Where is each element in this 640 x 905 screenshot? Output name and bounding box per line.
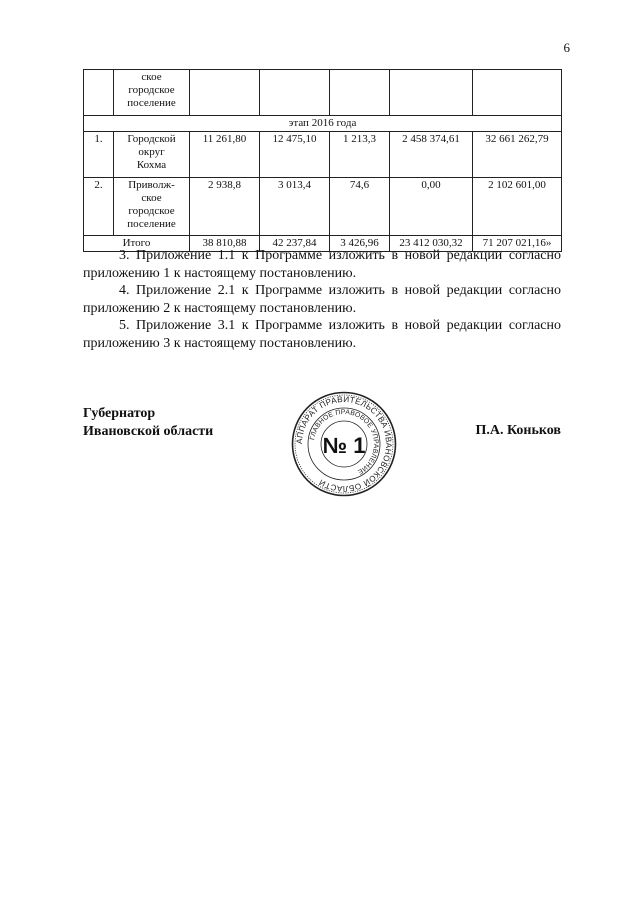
municipality-name: ское городское поселение: [127, 71, 176, 109]
table-row: [84, 132, 562, 178]
table-cell: [114, 70, 190, 116]
value-cell: 42 237,84: [260, 236, 330, 252]
value-cell: 71 207 021,16»: [473, 236, 562, 252]
table-cell: [330, 70, 390, 116]
body-text: [83, 247, 561, 352]
value-cell: 2 458 374,61: [390, 132, 473, 178]
seal-number: № 1: [322, 433, 366, 458]
paragraph: 4. Приложение 2.1 к Программе изложить в новой редакции согласно приложению 2 к настоящему постановлению.: [83, 283, 561, 316]
value-cell: 3 426,96: [330, 236, 390, 252]
table-row: [84, 70, 562, 116]
official-seal: [291, 391, 397, 497]
value-cell: 2 938,8: [190, 178, 260, 236]
table-cell: [390, 70, 473, 116]
seal-inner-text: ГЛАВНОЕ ПРАВОВОЕ УПРАВЛЕНИЕ: [309, 408, 380, 476]
signature-block: [83, 405, 213, 441]
value-cell: 0,00: [390, 178, 473, 236]
paragraph: 3. Приложение 1.1 к Программе изложить в новой редакции согласно приложению 1 к настоящему постановлению.: [83, 248, 561, 281]
value-cell: 3 013,4: [260, 178, 330, 236]
seal-outer-text: АППАРАТ ПРАВИТЕЛЬСТВА ИВАНОВСКОЙ ОБЛАСТИ: [294, 394, 394, 494]
municipality-name: Приволж- ское городское поселение: [127, 179, 176, 230]
table-cell: [114, 178, 190, 236]
value-cell: 11 261,80: [190, 132, 260, 178]
table-cell: [190, 70, 260, 116]
value-cell: 1 213,3: [330, 132, 390, 178]
municipality-name: Городской округ Кохма: [127, 133, 176, 171]
value-cell: 32 661 262,79: [473, 132, 562, 178]
data-table: [83, 69, 562, 252]
table-cell: [114, 132, 190, 178]
stage-label: этап 2016 года: [84, 116, 562, 132]
table-cell: [84, 70, 114, 116]
signatory-region: Ивановской области: [83, 424, 214, 439]
table-cell: [260, 70, 330, 116]
total-label: Итого: [84, 236, 190, 252]
value-cell: 38 810,88: [190, 236, 260, 252]
table-row: [84, 178, 562, 236]
value-cell: 23 412 030,32: [390, 236, 473, 252]
value-cell: 2 102 601,00: [473, 178, 562, 236]
signatory-title: Губернатор: [83, 406, 156, 421]
table-cell: [473, 70, 562, 116]
value-cell: 74,6: [330, 178, 390, 236]
signatory-name: П.А. Коньков: [475, 423, 561, 438]
page-number: 6: [563, 40, 570, 55]
paragraph: 5. Приложение 3.1 к Программе изложить в новой редакции согласно приложению 3 к настоящему постановлению.: [83, 318, 561, 351]
row-number: 2.: [84, 178, 114, 236]
row-number: 1.: [84, 132, 114, 178]
stage-row: [84, 116, 562, 132]
value-cell: 12 475,10: [260, 132, 330, 178]
